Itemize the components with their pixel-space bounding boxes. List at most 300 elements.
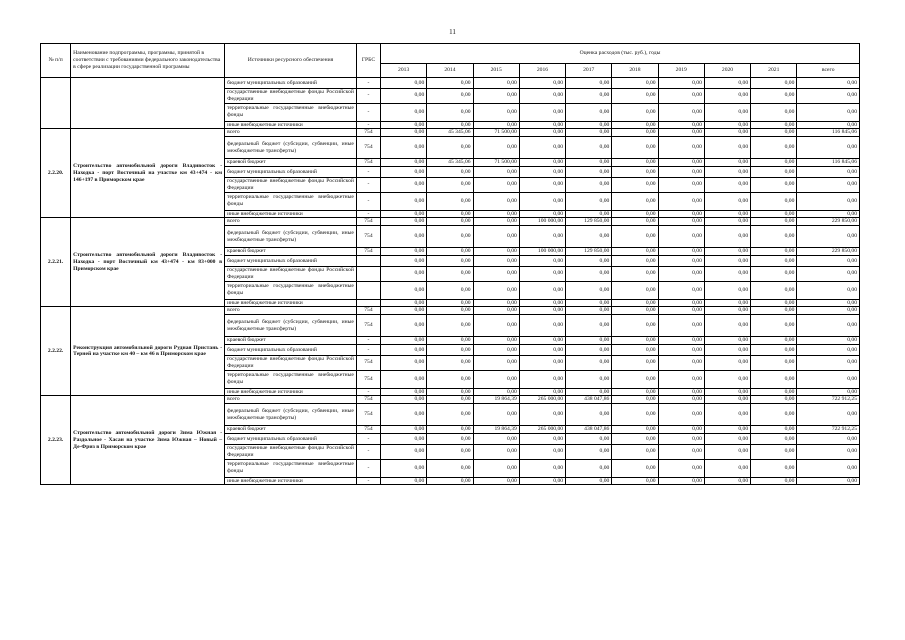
year-value: 0,00: [473, 218, 519, 226]
year-value: 0,00: [381, 344, 427, 355]
item-index: 2.2.22.: [41, 307, 71, 396]
year-value: 0,00: [751, 444, 797, 459]
year-value: 0,00: [473, 477, 519, 485]
year-value: 0,00: [658, 388, 704, 396]
year-value: 0,00: [519, 177, 565, 192]
total-value: 0,00: [797, 137, 860, 159]
year-value: 0,00: [566, 103, 612, 121]
funding-source: федеральный бюджет (субсидии, субвенции, иные межбюджетные трансферты): [225, 404, 357, 426]
header-year: 2017: [566, 64, 612, 78]
year-value: 0,00: [519, 337, 565, 345]
year-value: 0,00: [751, 281, 797, 299]
funding-source: территориальные государственные внебюджетные фонды: [225, 103, 357, 121]
year-value: 0,00: [427, 89, 473, 104]
year-value: 0,00: [704, 433, 750, 444]
year-value: 0,00: [704, 103, 750, 121]
year-value: 0,00: [704, 226, 750, 248]
funding-source: территориальные государственные внебюджетные фонды: [225, 459, 357, 477]
header-year: всего: [797, 64, 860, 78]
year-value: 0,00: [566, 477, 612, 485]
year-value: 0,00: [381, 78, 427, 89]
year-value: 0,00: [427, 370, 473, 388]
year-value: 0,00: [658, 103, 704, 121]
year-value: 0,00: [704, 129, 750, 137]
year-value: 0,00: [381, 177, 427, 192]
year-value: 0,00: [427, 344, 473, 355]
year-value: 0,00: [566, 337, 612, 345]
year-value: 0,00: [381, 396, 427, 404]
year-value: 0,00: [658, 337, 704, 345]
funding-source: государственные внебюджетные фонды Российской Федерации: [225, 355, 357, 370]
grbs-code: -: [356, 210, 380, 218]
year-value: 0,00: [519, 255, 565, 266]
year-value: 0,00: [473, 344, 519, 355]
table-row: [41, 129, 860, 137]
table-row: [41, 307, 860, 315]
year-value: 0,00: [473, 226, 519, 248]
year-value: 0,00: [704, 344, 750, 355]
year-value: 0,00: [658, 315, 704, 337]
year-value: 0,00: [751, 370, 797, 388]
year-value: 0,00: [566, 344, 612, 355]
year-value: 0,00: [612, 307, 658, 315]
year-value: 0,00: [381, 166, 427, 177]
year-value: 0,00: [612, 344, 658, 355]
funding-source: всего: [225, 307, 357, 315]
year-value: 0,00: [566, 159, 612, 167]
year-value: 0,00: [381, 444, 427, 459]
year-value: 0,00: [658, 137, 704, 159]
year-value: 0,00: [658, 177, 704, 192]
year-value: 0,00: [751, 315, 797, 337]
year-value: 0,00: [612, 266, 658, 281]
year-value: 0,00: [427, 248, 473, 256]
year-value: 0,00: [658, 299, 704, 307]
year-value: 0,00: [427, 459, 473, 477]
year-value: 0,00: [519, 404, 565, 426]
grbs-code: -: [356, 103, 380, 121]
year-value: 0,00: [751, 226, 797, 248]
year-value: 0,00: [473, 121, 519, 129]
year-value: 0,00: [704, 121, 750, 129]
year-value: 0,00: [704, 255, 750, 266]
year-value: 0,00: [427, 103, 473, 121]
item-index: [41, 78, 71, 129]
year-value: 100 000,00: [519, 248, 565, 256]
year-value: 0,00: [658, 166, 704, 177]
year-value: 0,00: [473, 281, 519, 299]
year-value: 0,00: [473, 388, 519, 396]
header-source: Источники ресурсного обеспечения: [225, 44, 357, 78]
year-value: 0,00: [381, 388, 427, 396]
year-value: 0,00: [612, 89, 658, 104]
header-year: 2020: [704, 64, 750, 78]
year-value: 0,00: [381, 307, 427, 315]
year-value: 0,00: [381, 433, 427, 444]
year-value: 0,00: [566, 89, 612, 104]
header-grbs: ГРБС: [356, 44, 380, 78]
funding-source: всего: [225, 396, 357, 404]
total-value: 0,00: [797, 307, 860, 315]
year-value: 0,00: [612, 248, 658, 256]
funding-source: иные внебюджетные источники: [225, 477, 357, 485]
year-value: 71 500,00: [473, 129, 519, 137]
year-value: 0,00: [658, 192, 704, 210]
year-value: 0,00: [704, 315, 750, 337]
year-value: 0,00: [612, 103, 658, 121]
year-value: 0,00: [612, 210, 658, 218]
page-number: 11: [449, 28, 456, 36]
year-value: 0,00: [751, 307, 797, 315]
year-value: 0,00: [566, 370, 612, 388]
year-value: 0,00: [658, 255, 704, 266]
year-value: 265 000,00: [519, 396, 565, 404]
year-value: 0,00: [704, 370, 750, 388]
year-value: 0,00: [751, 299, 797, 307]
year-value: 0,00: [381, 255, 427, 266]
header-year: 2016: [519, 64, 565, 78]
year-value: 0,00: [381, 266, 427, 281]
year-value: 0,00: [519, 281, 565, 299]
year-value: 0,00: [381, 337, 427, 345]
grbs-code: 754: [356, 129, 380, 137]
year-value: 0,00: [658, 426, 704, 434]
year-value: 0,00: [566, 210, 612, 218]
year-value: 0,00: [381, 137, 427, 159]
year-value: 0,00: [566, 299, 612, 307]
year-value: 0,00: [381, 89, 427, 104]
grbs-code: 754: [356, 248, 380, 256]
table-row: [41, 78, 860, 89]
year-value: 0,00: [519, 299, 565, 307]
year-value: 0,00: [381, 210, 427, 218]
year-value: 0,00: [612, 444, 658, 459]
grbs-code: 754: [356, 159, 380, 167]
year-value: 0,00: [381, 404, 427, 426]
year-value: 0,00: [427, 388, 473, 396]
year-value: 0,00: [427, 299, 473, 307]
funding-source: иные внебюджетные источники: [225, 121, 357, 129]
grbs-code: [356, 299, 380, 307]
year-value: 0,00: [704, 307, 750, 315]
total-value: 722 912,25: [797, 396, 860, 404]
total-value: 0,00: [797, 78, 860, 89]
year-value: 0,00: [751, 433, 797, 444]
total-value: 0,00: [797, 255, 860, 266]
year-value: 0,00: [427, 177, 473, 192]
year-value: 0,00: [704, 192, 750, 210]
year-value: 0,00: [751, 137, 797, 159]
year-value: 0,00: [519, 89, 565, 104]
total-value: 0,00: [797, 388, 860, 396]
year-value: 0,00: [658, 404, 704, 426]
year-value: 0,00: [519, 307, 565, 315]
funding-source: федеральный бюджет (субсидии, субвенции, иные межбюджетные трансферты): [225, 137, 357, 159]
year-value: 0,00: [473, 78, 519, 89]
year-value: 0,00: [658, 78, 704, 89]
year-value: 45 345,06: [427, 129, 473, 137]
year-value: 0,00: [566, 404, 612, 426]
year-value: 0,00: [612, 477, 658, 485]
total-value: 116 845,06: [797, 159, 860, 167]
year-value: 265 000,00: [519, 426, 565, 434]
year-value: 0,00: [519, 459, 565, 477]
year-value: 0,00: [751, 255, 797, 266]
total-value: 0,00: [797, 103, 860, 121]
year-value: 0,00: [751, 248, 797, 256]
grbs-code: -: [356, 337, 380, 345]
funding-source: территориальные государственные внебюджетные фонды: [225, 281, 357, 299]
year-value: 0,00: [519, 226, 565, 248]
total-value: 0,00: [797, 444, 860, 459]
year-value: 0,00: [704, 177, 750, 192]
year-value: 0,00: [751, 426, 797, 434]
funding-source: государственные внебюджетные фонды Российской Федерации: [225, 444, 357, 459]
year-value: 0,00: [519, 444, 565, 459]
year-value: 0,00: [704, 137, 750, 159]
year-value: 0,00: [566, 459, 612, 477]
year-value: 0,00: [473, 103, 519, 121]
year-value: 0,00: [612, 404, 658, 426]
year-value: 0,00: [519, 266, 565, 281]
year-value: 0,00: [519, 477, 565, 485]
year-value: 0,00: [612, 177, 658, 192]
year-value: 0,00: [658, 344, 704, 355]
year-value: 0,00: [566, 166, 612, 177]
year-value: 0,00: [381, 192, 427, 210]
year-value: 0,00: [704, 426, 750, 434]
year-value: 0,00: [566, 307, 612, 315]
year-value: 0,00: [612, 388, 658, 396]
year-value: 438 047,86: [566, 396, 612, 404]
grbs-code: -: [356, 433, 380, 444]
year-value: 0,00: [612, 159, 658, 167]
total-value: 0,00: [797, 370, 860, 388]
year-value: 0,00: [658, 218, 704, 226]
year-value: 0,00: [427, 218, 473, 226]
year-value: 0,00: [381, 370, 427, 388]
total-value: 116 845,06: [797, 129, 860, 137]
year-value: 0,00: [427, 281, 473, 299]
year-value: 0,00: [519, 344, 565, 355]
grbs-code: 754: [356, 396, 380, 404]
grbs-code: 754: [356, 218, 380, 226]
item-index: 2.2.20.: [41, 129, 71, 218]
funding-source: федеральный бюджет (субсидии, субвенции, иные межбюджетные трансферты): [225, 315, 357, 337]
header-year: 2014: [427, 64, 473, 78]
funding-source: государственные внебюджетные фонды Российской Федерации: [225, 89, 357, 104]
grbs-code: -: [356, 459, 380, 477]
total-value: 0,00: [797, 344, 860, 355]
total-value: 0,00: [797, 226, 860, 248]
grbs-code: -: [356, 192, 380, 210]
year-value: 0,00: [427, 477, 473, 485]
year-value: 0,00: [566, 266, 612, 281]
year-value: 0,00: [427, 210, 473, 218]
total-value: 0,00: [797, 337, 860, 345]
grbs-code: 754: [356, 307, 380, 315]
year-value: 0,00: [519, 121, 565, 129]
year-value: 0,00: [612, 433, 658, 444]
total-value: 0,00: [797, 459, 860, 477]
total-value: 0,00: [797, 121, 860, 129]
year-value: 0,00: [751, 404, 797, 426]
year-value: 0,00: [566, 137, 612, 159]
grbs-code: 754: [356, 426, 380, 434]
funding-source: государственные внебюджетные фонды Российской Федерации: [225, 177, 357, 192]
year-value: 0,00: [751, 388, 797, 396]
budget-table: [40, 43, 860, 485]
year-value: 0,00: [473, 266, 519, 281]
year-value: 0,00: [519, 355, 565, 370]
year-value: 0,00: [612, 459, 658, 477]
grbs-code: [356, 266, 380, 281]
funding-source: иные внебюджетные источники: [225, 210, 357, 218]
year-value: 0,00: [751, 159, 797, 167]
year-value: 71 500,00: [473, 159, 519, 167]
year-value: 0,00: [751, 89, 797, 104]
total-value: 0,00: [797, 404, 860, 426]
year-value: 0,00: [612, 121, 658, 129]
year-value: 0,00: [519, 192, 565, 210]
grbs-code: 754: [356, 404, 380, 426]
total-value: 0,00: [797, 266, 860, 281]
year-value: 0,00: [751, 121, 797, 129]
year-value: 0,00: [381, 299, 427, 307]
year-value: 0,00: [658, 477, 704, 485]
total-value: 0,00: [797, 192, 860, 210]
header-year: 2013: [381, 64, 427, 78]
funding-source: краевой бюджет: [225, 159, 357, 167]
item-name: Строительство автомобильной дороги Владивосток - Находка - порт Восточный на участке км 43+474 - км 146+197 в Приморском крае: [71, 129, 225, 218]
year-value: 0,00: [519, 159, 565, 167]
year-value: 0,00: [427, 355, 473, 370]
year-value: 0,00: [612, 192, 658, 210]
year-value: 0,00: [751, 337, 797, 345]
year-value: 0,00: [658, 159, 704, 167]
funding-source: территориальные государственные внебюджетные фонды: [225, 370, 357, 388]
year-value: 0,00: [751, 103, 797, 121]
total-value: 229 850,00: [797, 218, 860, 226]
year-value: 0,00: [381, 426, 427, 434]
year-value: 0,00: [612, 226, 658, 248]
year-value: 0,00: [427, 192, 473, 210]
year-value: 0,00: [566, 281, 612, 299]
year-value: 0,00: [704, 444, 750, 459]
year-value: 0,00: [381, 248, 427, 256]
year-value: 0,00: [427, 315, 473, 337]
year-value: 0,00: [612, 137, 658, 159]
year-value: 0,00: [612, 78, 658, 89]
year-value: 0,00: [381, 218, 427, 226]
year-value: 0,00: [566, 192, 612, 210]
item-name: Реконструкция автомобильной дороги Рудная Пристань - Терней на участке км 40 – км 46 в Приморском крае: [71, 307, 225, 396]
year-value: 0,00: [427, 78, 473, 89]
year-value: 0,00: [519, 78, 565, 89]
header-year: 2021: [751, 64, 797, 78]
year-value: 100 000,00: [519, 218, 565, 226]
year-value: 0,00: [658, 281, 704, 299]
year-value: 0,00: [519, 433, 565, 444]
year-value: 0,00: [473, 355, 519, 370]
total-value: 0,00: [797, 281, 860, 299]
year-value: 0,00: [751, 396, 797, 404]
year-value: 0,00: [612, 426, 658, 434]
year-value: 45 345,06: [427, 159, 473, 167]
year-value: 0,00: [427, 337, 473, 345]
year-value: 0,00: [566, 255, 612, 266]
year-value: 0,00: [751, 218, 797, 226]
year-value: 0,00: [427, 307, 473, 315]
funding-source: государственные внебюджетные фонды Российской Федерации: [225, 266, 357, 281]
year-value: 0,00: [658, 226, 704, 248]
header-year: 2015: [473, 64, 519, 78]
funding-source: краевой бюджет: [225, 337, 357, 345]
funding-source: бюджет муниципальных образований: [225, 166, 357, 177]
funding-source: иные внебюджетные источники: [225, 299, 357, 307]
header-year: 2018: [612, 64, 658, 78]
year-value: 0,00: [751, 78, 797, 89]
year-value: 0,00: [704, 355, 750, 370]
year-value: 0,00: [658, 248, 704, 256]
year-value: 0,00: [704, 477, 750, 485]
year-value: 0,00: [427, 426, 473, 434]
year-value: 129 850,00: [566, 218, 612, 226]
year-value: 0,00: [658, 433, 704, 444]
year-value: 0,00: [473, 444, 519, 459]
year-value: 0,00: [658, 89, 704, 104]
header-estimate: Оценка расходов (тыс. руб.), годы: [381, 44, 860, 64]
year-value: 0,00: [658, 129, 704, 137]
year-value: 0,00: [612, 129, 658, 137]
year-value: 0,00: [519, 166, 565, 177]
year-value: 0,00: [566, 121, 612, 129]
grbs-code: -: [356, 177, 380, 192]
year-value: 0,00: [658, 307, 704, 315]
year-value: 0,00: [751, 177, 797, 192]
year-value: 0,00: [704, 78, 750, 89]
funding-source: территориальные государственные внебюджетные фонды: [225, 192, 357, 210]
year-value: 0,00: [427, 121, 473, 129]
year-value: 0,00: [751, 129, 797, 137]
year-value: 0,00: [473, 177, 519, 192]
year-value: 0,00: [658, 396, 704, 404]
year-value: 0,00: [658, 210, 704, 218]
grbs-code: -: [356, 344, 380, 355]
year-value: 0,00: [566, 177, 612, 192]
year-value: 0,00: [704, 248, 750, 256]
year-value: 129 850,00: [566, 248, 612, 256]
year-value: 19 864,39: [473, 396, 519, 404]
total-value: 0,00: [797, 355, 860, 370]
year-value: 0,00: [473, 137, 519, 159]
total-value: 229 850,00: [797, 248, 860, 256]
year-value: 0,00: [427, 166, 473, 177]
table-header: [41, 44, 860, 78]
year-value: 0,00: [704, 404, 750, 426]
grbs-code: [356, 255, 380, 266]
funding-source: всего: [225, 129, 357, 137]
year-value: 0,00: [566, 226, 612, 248]
year-value: 0,00: [519, 370, 565, 388]
grbs-code: -: [356, 121, 380, 129]
year-value: 0,00: [473, 337, 519, 345]
table-body: [41, 78, 860, 485]
grbs-code: -: [356, 78, 380, 89]
grbs-code: -: [356, 477, 380, 485]
funding-source: всего: [225, 218, 357, 226]
year-value: 0,00: [427, 137, 473, 159]
